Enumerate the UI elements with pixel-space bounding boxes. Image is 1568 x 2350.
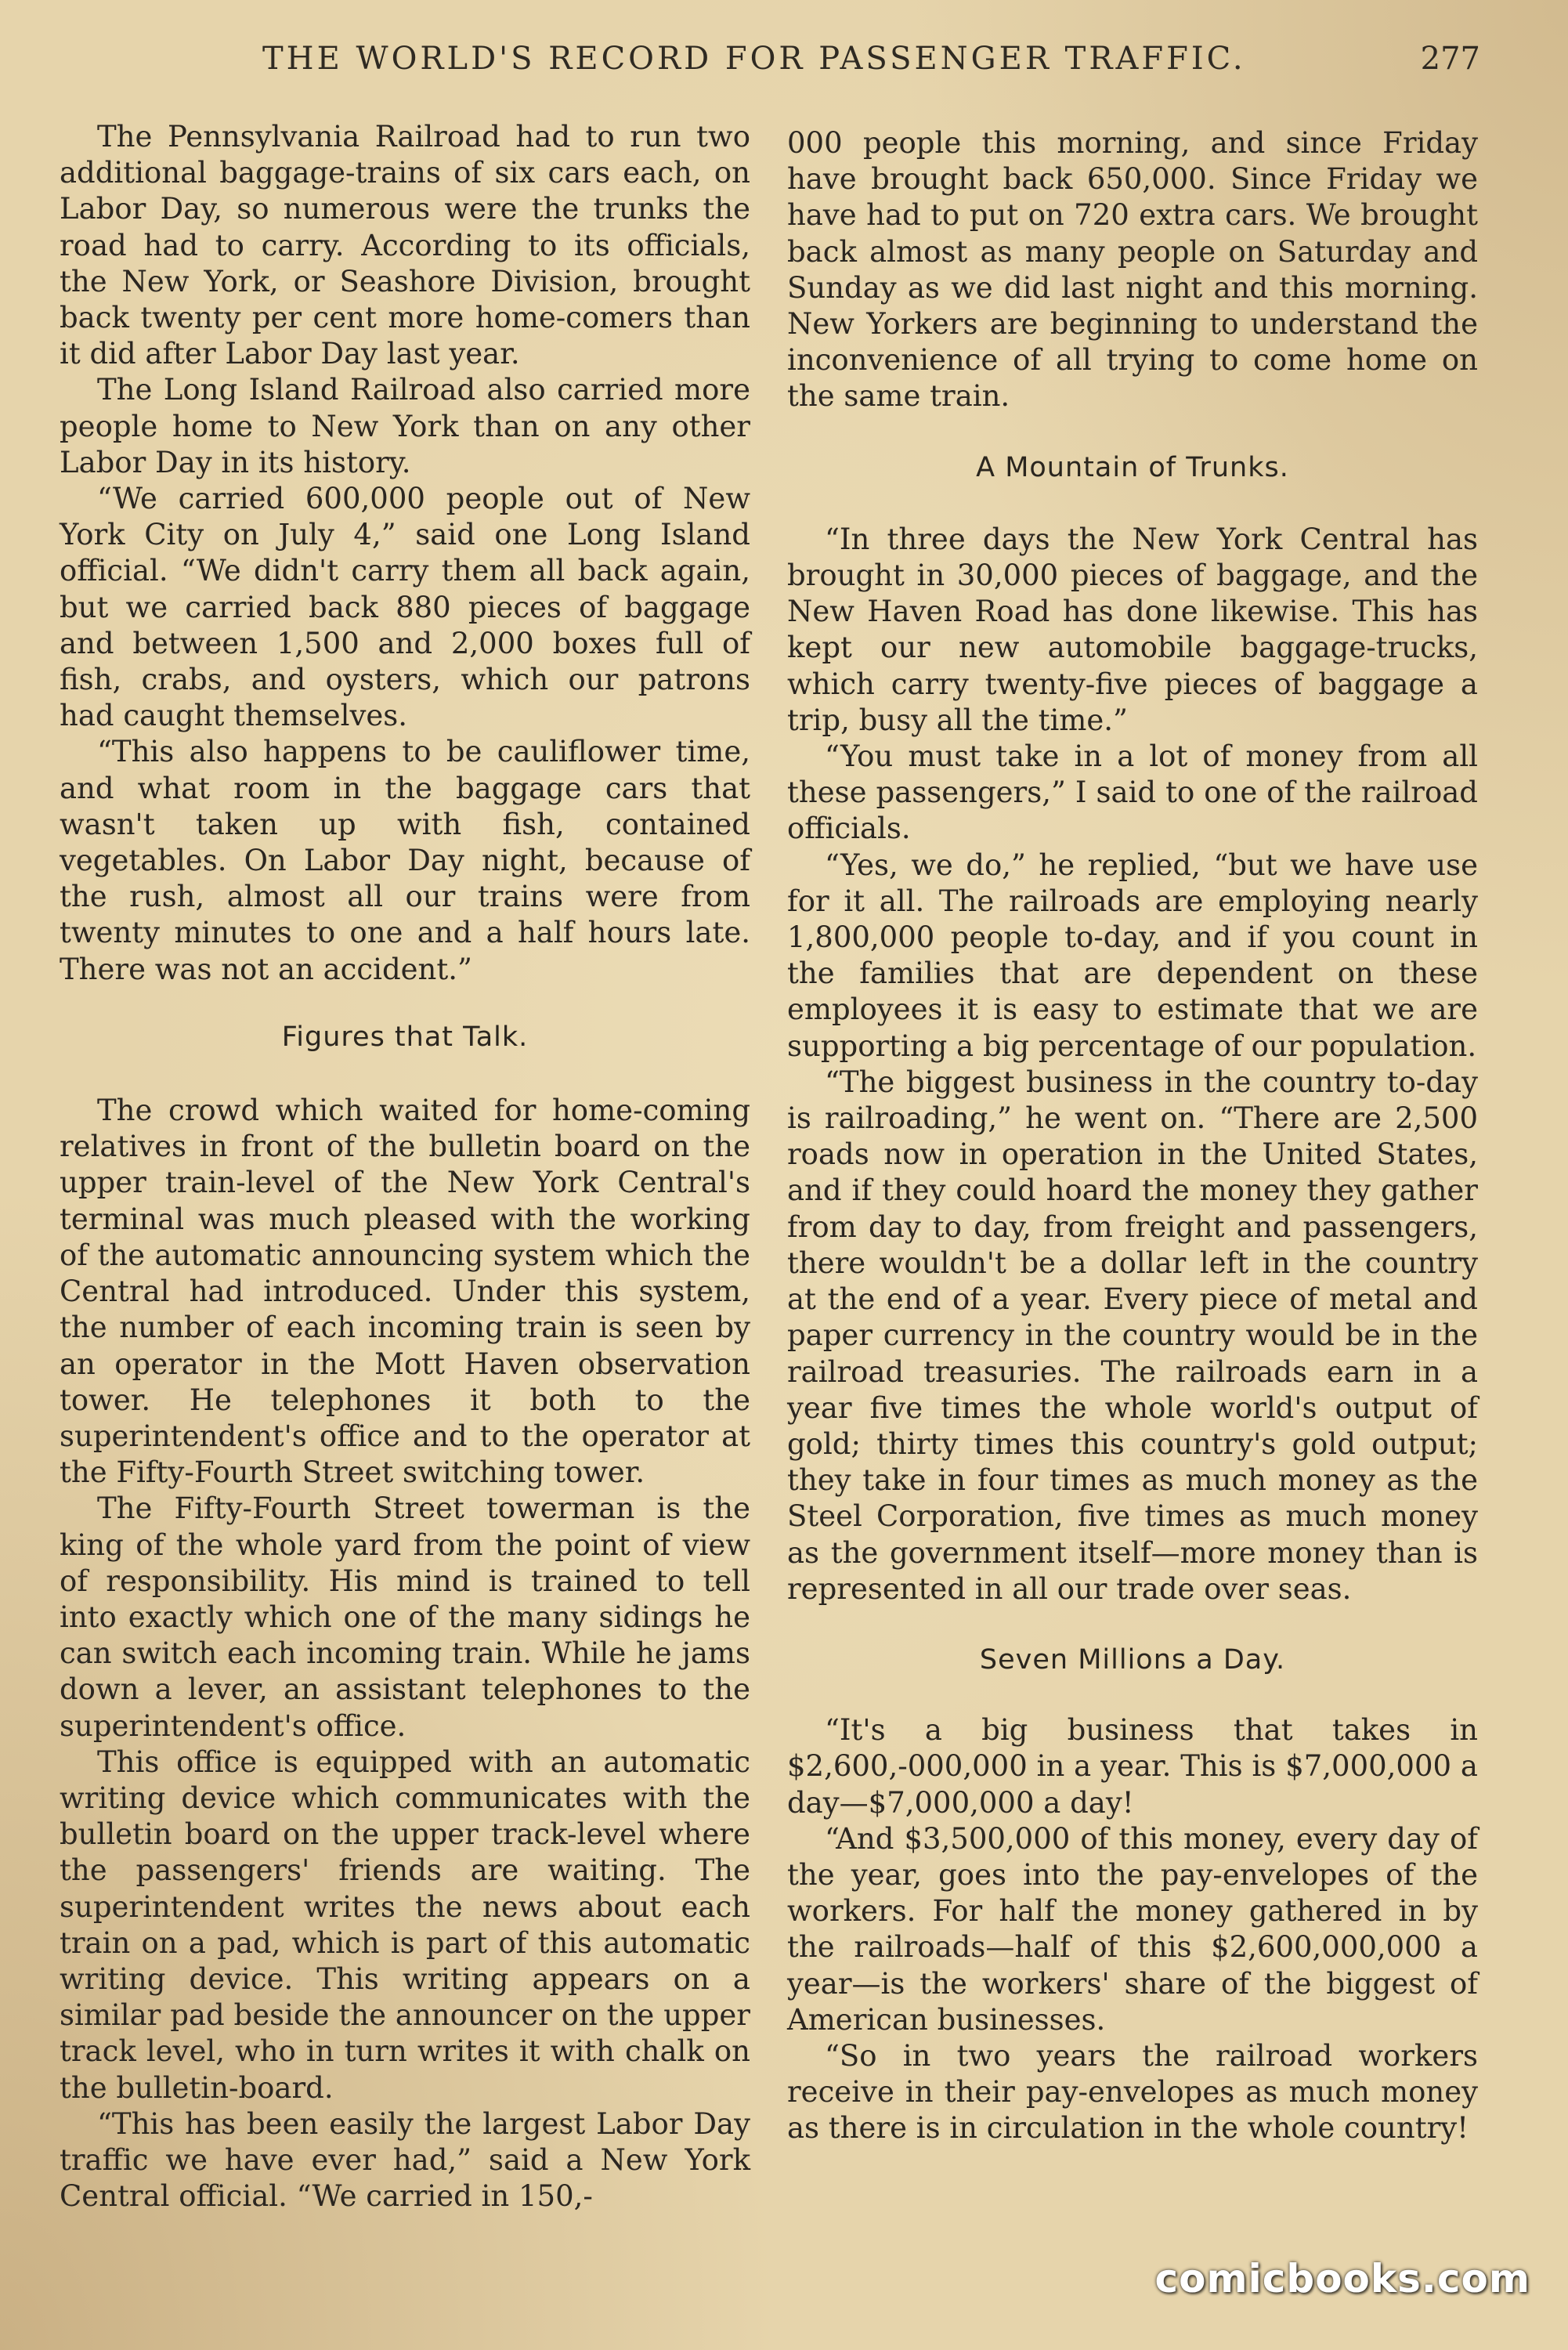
paragraph: “Yes, we do,” he replied, “but we have use for it all. The railroads are employing nearly 1,800,000 people to-day, and if you count in the families that are dependent on these employees it is easy to estimate that we are supporting a big percentage of our population. — [787, 848, 1478, 1063]
paragraph: “This also happens to be cauliflower time, and what room in the baggage cars that wasn't taken up with fish, contained vegetables. On Labor Day night, because of the rush, almost all our trains were from twenty minutes to one and a half hours late. There was not an accident.” — [60, 735, 750, 986]
right-column — [787, 125, 1478, 2147]
paragraph: “In three days the New York Central has brought in 30,000 pieces of baggage, and the New Haven Road has done likewise. This has kept our new automobile baggage-trucks, which carry twenty-five pieces of baggage a trip, busy all the time.” — [787, 522, 1478, 737]
paragraph: The Fifty-Fourth Street towerman is the king of the whole yard from the point of view of responsibility. His mind is trained to tell into exactly which one of the many sidings he can switch each incoming train. While he jams down a lever, an assistant telephones to the superintendent's office. — [60, 1491, 750, 1743]
section-heading-mountain: A Mountain of Trunks. — [976, 451, 1289, 483]
paragraph: “So in two years the railroad workers receive in their pay-envelopes as much money as there is in circulation in the whole country! — [787, 2038, 1478, 2146]
paragraph-continued: 000 people this morning, and since Friday have brought back 650,000. Since Friday we have had to put on 720 extra cars. We brought back almost as many people on Saturday and Sunday as we did last night and this morning. New Yorkers are beginning to understand the inconvenience of all trying to come home on the same train. — [787, 126, 1478, 414]
running-title: THE WORLD'S RECORD FOR PASSENGER TRAFFIC. — [262, 41, 1246, 77]
paragraph: “It's a big business that takes in $2,600,-000,000 in a year. This is $7,000,000 a day—$7,000,000 a day! — [787, 1713, 1478, 1820]
paragraph: This office is equipped with an automatic writing device which communicates with the bulletin board on the upper track-level where the passengers' friends are waiting. The superintendent writes the news about each train on a pad, which is part of this automatic writing device. This writing appears on a similar pad beside the announcer on the upper track level, who in turn writes it with chalk on the bulletin-board. — [60, 1744, 750, 2105]
paragraph: “The biggest business in the country to-day is railroading,” he went on. “There are 2,500 roads now in operation in the United States, and if they could hoard the money they gather from day to day, from freight and passengers, there wouldn't be a dollar left in the country at the end of a year. Every piece of metal and paper currency in the country would be in the railroad treasuries. The railroads earn in a year five times the whole world's output of gold; thirty times this country's gold output; they take in four times as much money as the Steel Corporation, five times as much money as the government itself—more money than is represented in all our trade over seas. — [787, 1065, 1478, 1606]
section-heading-seven: Seven Millions a Day. — [979, 1643, 1286, 1676]
paragraph: “You must take in a lot of money from all these passengers,” I said to one of the railroad officials. — [787, 739, 1478, 846]
page-number: 277 — [1420, 41, 1480, 77]
paragraph: The Long Island Railroad also carried more people home to New York than on any other Labor Day in its history. — [60, 373, 750, 479]
paragraph: “We carried 600,000 people out of New York City on July 4,” said one Long Island official. “We didn't carry them all back again, but we carried back 880 pieces of baggage and between 1,500 and 2,000 boxes full of fish, crabs, and oysters, which our patrons had caught themselves. — [60, 482, 750, 733]
paragraph: The crowd which waited for home-coming relatives in front of the bulletin board on the upper train-level of the New York Central's terminal was much pleased with the working of the automatic announcing system which the Central had introduced. Under this system, the number of each incoming train is seen by an operator in the Mott Haven observation tower. He telephones it both to the superintendent's office and to the operator at the Fifty-Fourth Street switching tower. — [60, 1094, 750, 1490]
paragraph: “And $3,500,000 of this money, every day of the year, goes into the pay-envelopes of the workers. For half the money gathered in by the railroads—half of this $2,600,000,000 a year—is the workers' share of the biggest of American businesses. — [787, 1821, 1478, 2037]
watermark-logo: comicbooks.com — [1154, 2256, 1530, 2301]
section-heading-figures: Figures that Talk. — [281, 1021, 529, 1053]
running-head — [0, 41, 1568, 88]
paragraph: “This has been easily the largest Labor Day traffic we have ever had,” said a New York Central official. “We carried in 150,- — [60, 2106, 750, 2214]
paragraph: The Pennsylvania Railroad had to run two additional baggage-trains of six cars each, on Labor Day, so numerous were the trunks the road had to carry. According to its officials, the New York, or Seashore Division, brought back twenty per cent more home-comers than it did after Labor Day last year. — [60, 120, 750, 371]
left-column — [60, 119, 750, 2214]
